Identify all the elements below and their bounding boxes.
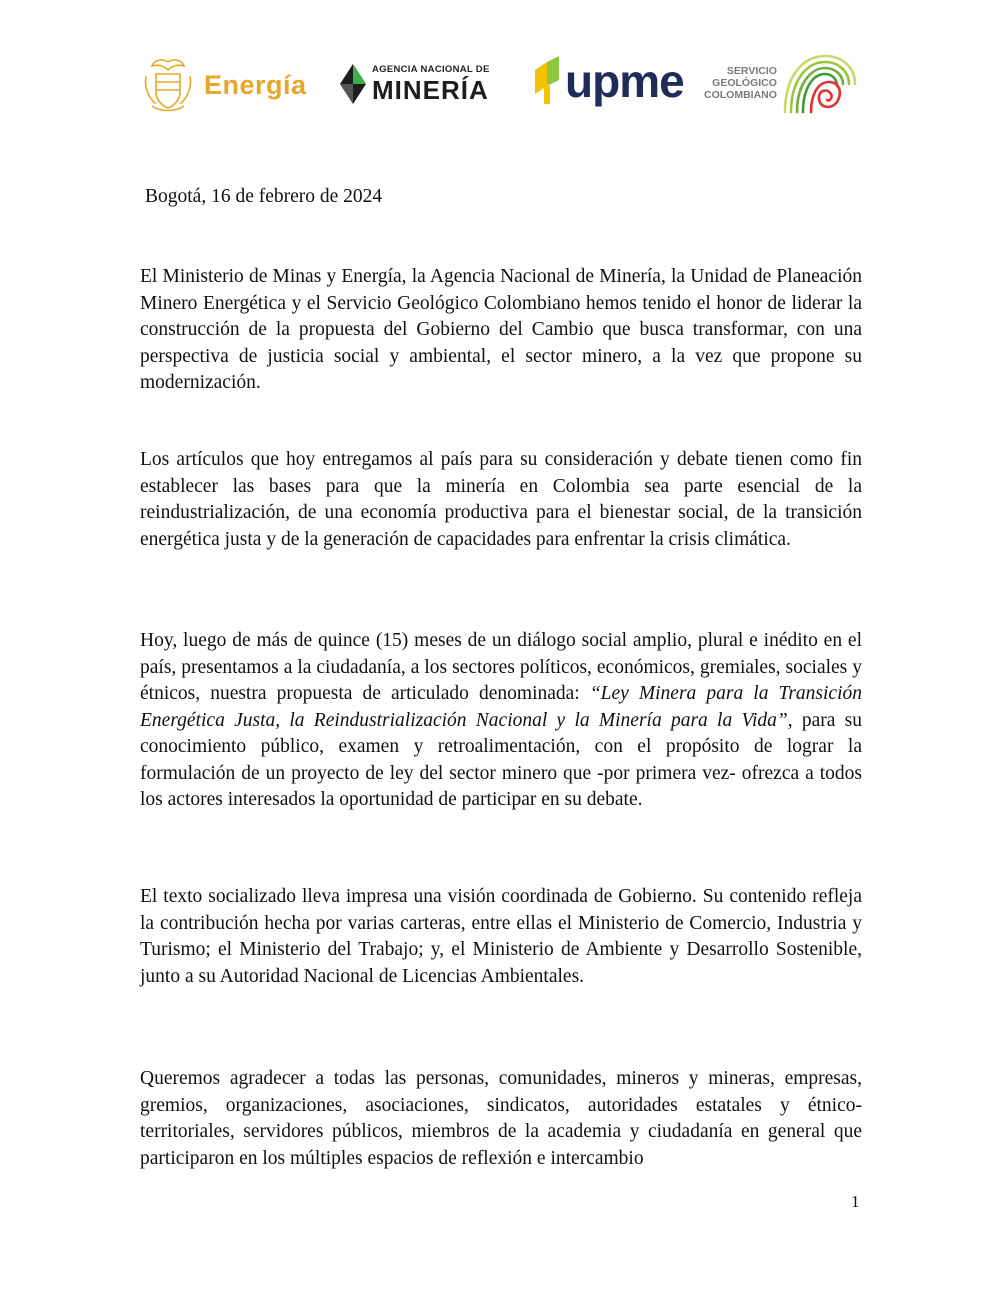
- paragraph-4: El texto socializado lleva impresa una visión coordinada de Gobierno. Su contenido refleja la contribución hecha por varias carteras, entre ellas el Ministerio de Comercio, Industria y Turismo; el Ministerio del Trabajo; y, el Ministerio de Ambiente y Desarrollo Sostenible, junto a su Autoridad Nacional de Licencias Ambientales.: [140, 886, 862, 987]
- sgc-logo: [704, 52, 857, 114]
- anm-diamond-icon: [340, 64, 366, 104]
- sgc-spiral-icon: [781, 52, 857, 114]
- paragraph-3-intro: Hoy, luego de más de quince (15) meses de un diálogo social amplio, plural e inédito en el país, presentamos a la ciudadanía, a los sectores políticos, económicos, gremiales, sociales y étnicos, nuestra propuesta de articulado denominada:: [140, 630, 862, 704]
- paragraph-1: El Ministerio de Minas y Energía, la Agencia Nacional de Minería, la Unidad de Planeación Minero Energética y el Servicio Geológico Colombiano hemos tenido el honor de liderar la construcción de la propuesta del Gobierno del Cambio que busca transformar, con una perspectiva de justicia social y ambiental, el sector minero, a la vez que propone su modernización.: [140, 266, 862, 393]
- upme-wordmark: upme: [565, 55, 684, 107]
- paragraph-2: Los artículos que hoy entregamos al país para su consideración y debate tienen como fin establecer las bases para que la minería en Colombia sea parte esencial de la reindustrialización, de una economía productiva para el bienestar social, de la transición energética justa y de la generación de capacidades para enfrentar la crisis climática.: [140, 449, 862, 550]
- letter-date: Bogotá, 16 de febrero de 2024: [145, 186, 383, 207]
- law-title: “Ley Minera para la Transición Energética Justa, la Reindustrialización Nacional y la Minería para la Vida”: [140, 683, 862, 731]
- page-number: 1: [851, 1192, 860, 1211]
- anm-line1: AGENCIA NACIONAL DE: [372, 64, 490, 76]
- paragraph-3: [140, 628, 862, 814]
- upme-logo: [533, 56, 684, 106]
- upme-leaf-icon: [533, 56, 561, 106]
- sgc-line1: SERVICIO: [726, 65, 777, 77]
- sgc-line3: COLOMBIANO: [704, 89, 777, 101]
- anm-line2: MINERÍA: [372, 74, 489, 105]
- header-logos: [0, 48, 1000, 120]
- energia-wordmark: Energía: [204, 69, 307, 100]
- anm-logo: [340, 64, 490, 104]
- energia-logo: [140, 56, 307, 114]
- paragraph-3-rest: , para su conocimiento público, examen y retroalimentación, con el propósito de lograr la formulación de un proyecto de ley del sector minero que -por primera vez- ofrezca a todos los actores interesados la oportunidad de participar en su debate.: [140, 709, 862, 810]
- coat-of-arms-icon: [140, 56, 196, 114]
- paragraph-5: Queremos agradecer a todas las personas, comunidades, mineros y mineras, empresas, gremios, organizaciones, asociaciones, sindicatos, autoridades estatales y étnico-territoriales, servidores públicos, miembros de la academia y ciudadanía en general que participaron en los múltiples espacios de reflexión e intercambio: [140, 1068, 862, 1169]
- sgc-line2: GEOLÓGICO: [712, 77, 777, 89]
